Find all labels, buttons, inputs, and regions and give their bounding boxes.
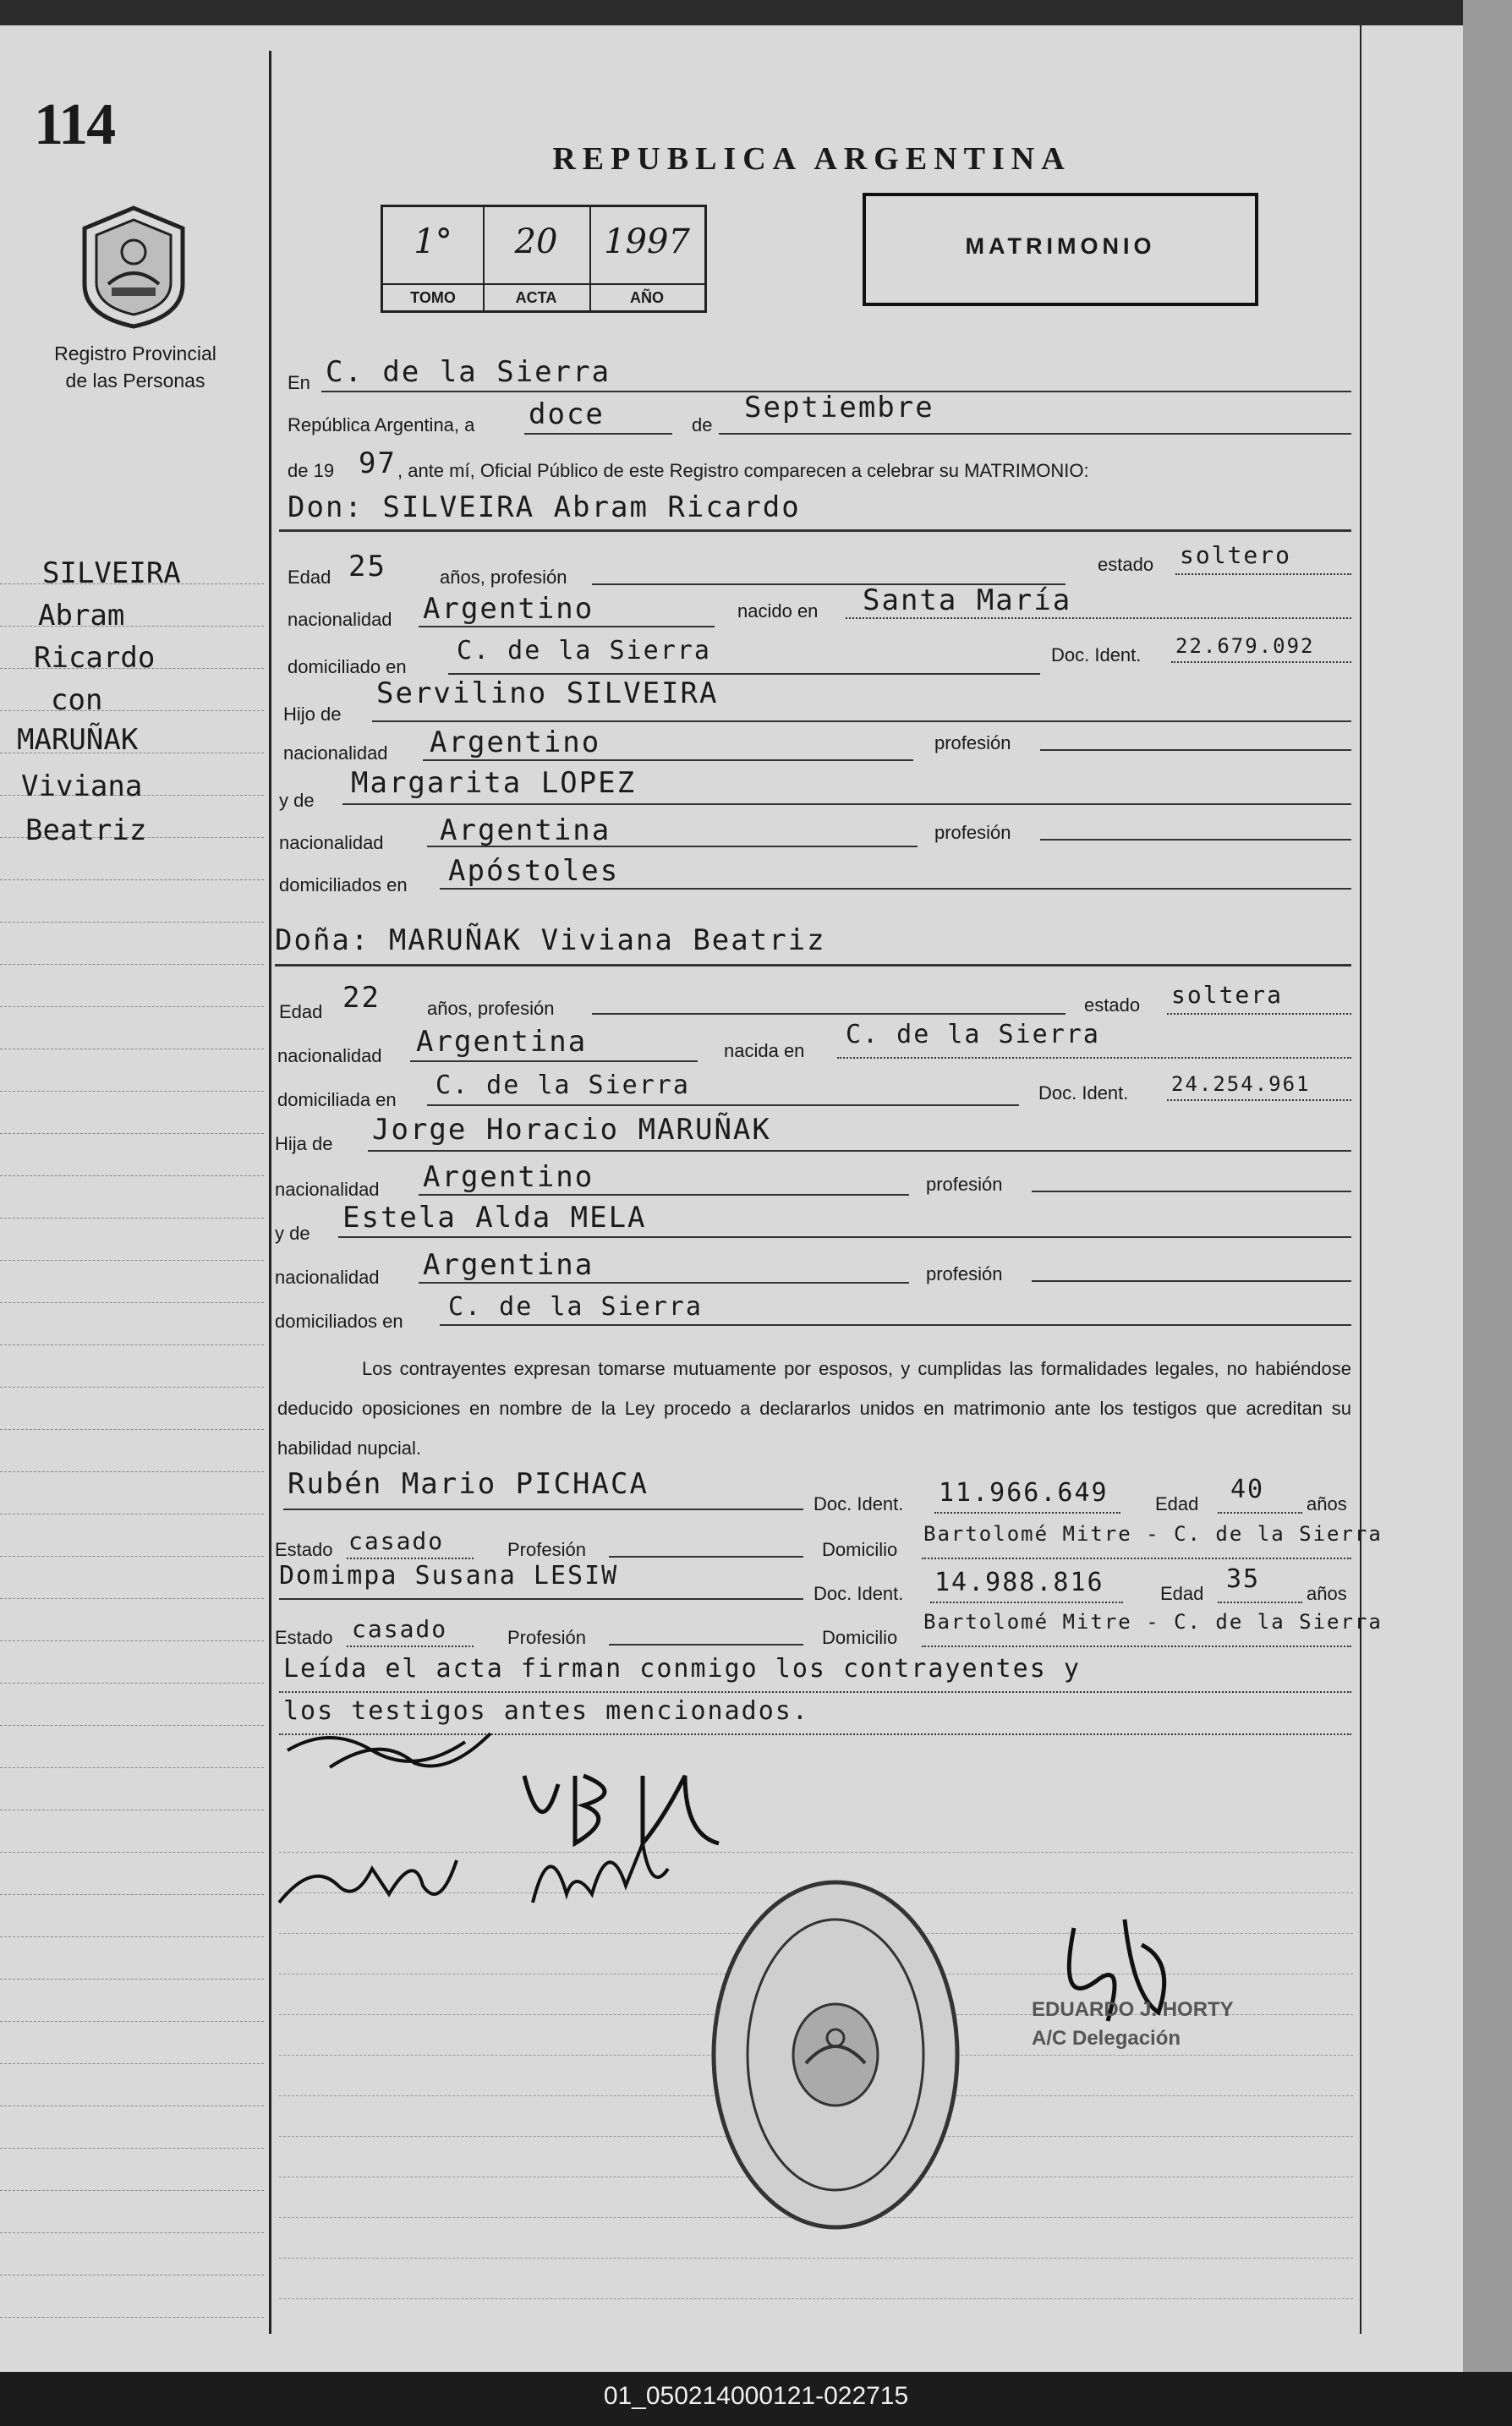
groom-padre-nac: Argentino xyxy=(430,726,601,759)
nacionalidad-line xyxy=(410,1060,698,1062)
witness-name: Domimpa Susana LESIW xyxy=(279,1561,619,1591)
profesion-label: años, profesión xyxy=(440,567,567,588)
bride-nacida: C. de la Sierra xyxy=(846,1020,1100,1049)
groom-padres-domicilio: Apóstoles xyxy=(448,854,620,888)
domiciliados-label: domiciliados en xyxy=(279,874,408,895)
ano-value: 1997 xyxy=(604,222,690,261)
witness-doc-line xyxy=(934,1512,1120,1514)
nacido-label: nacido en xyxy=(737,600,819,622)
bride-domicilio: C. de la Sierra xyxy=(436,1071,690,1100)
day-value: doce xyxy=(529,397,605,431)
official-stamp xyxy=(1032,1996,1234,2053)
padre-line xyxy=(372,720,1351,722)
estado-label: estado xyxy=(1098,554,1154,575)
witness-edad-line xyxy=(1218,1512,1302,1514)
madre-prof-line xyxy=(1040,839,1351,841)
madre-nac-label: nacionalidad xyxy=(279,832,384,853)
profesion-line xyxy=(592,1013,1066,1015)
registry-label-line2: de las Personas xyxy=(65,370,205,392)
closing-note-line: Leída el acta firman conmigo los contrayentes y xyxy=(283,1654,1081,1684)
margin-rule xyxy=(269,51,271,2334)
footer-code: 01_050214000121-022715 xyxy=(603,2382,909,2410)
margin-rule-line xyxy=(0,2148,264,2149)
acta-value: 20 xyxy=(514,222,558,261)
doc-line xyxy=(1167,1099,1351,1101)
groom-name-line xyxy=(279,529,1351,532)
month-line xyxy=(719,433,1351,435)
witness-estado-label: Estado xyxy=(275,1539,333,1560)
padre-nac-line xyxy=(419,1194,909,1196)
bride-padre-nac: Argentino xyxy=(423,1160,594,1194)
margin-note-line: con xyxy=(51,683,103,717)
witness-estado-line xyxy=(347,1558,474,1559)
margin-rule-line xyxy=(0,2021,264,2022)
margin-rule-line xyxy=(0,1767,264,1768)
groom-padre: Servilino SILVEIRA xyxy=(376,676,719,710)
margin-rule-line xyxy=(0,1556,264,1557)
registry-label xyxy=(17,340,254,394)
madre-prof-label: profesión xyxy=(926,1263,1003,1284)
nacido-line xyxy=(846,617,1351,619)
right-rule xyxy=(1360,25,1361,2334)
margin-rule-line xyxy=(0,2190,264,2191)
groom-madre-nac: Argentina xyxy=(440,813,611,847)
hijo-label: Hijo de xyxy=(283,704,342,725)
witness-edad-label: Edad xyxy=(1155,1493,1199,1514)
tomo-value: 1° xyxy=(414,222,452,261)
ano-cell xyxy=(589,207,704,310)
witness-doc-label: Doc. Ident. xyxy=(814,1493,904,1514)
en-label: En xyxy=(288,372,310,393)
doc-label: Doc. Ident. xyxy=(1038,1082,1129,1103)
margin-note-line: Ricardo xyxy=(34,641,156,675)
de-label: de xyxy=(692,414,713,435)
margin-rule-line xyxy=(0,1260,264,1261)
registry-seal-icon xyxy=(709,1877,962,2232)
tomo-cell xyxy=(383,207,485,310)
yde-label: y de xyxy=(275,1223,310,1244)
witness-name-line xyxy=(279,1598,803,1600)
bride-estado: soltera xyxy=(1171,981,1284,1009)
groom-edad: 25 xyxy=(348,550,386,583)
padre-prof-label: profesión xyxy=(934,732,1011,753)
groom-madre: Margarita LOPEZ xyxy=(351,766,637,800)
bride-madre-nac: Argentina xyxy=(423,1248,594,1282)
nacionalidad-label: nacionalidad xyxy=(277,1045,382,1066)
witness-name-line xyxy=(283,1509,803,1510)
domicilio-label: domiciliada en xyxy=(277,1089,397,1110)
witness-domicilio-line xyxy=(922,1646,1351,1647)
witness-estado-line xyxy=(347,1646,474,1647)
body-rule-line xyxy=(279,2258,1353,2259)
doc-line xyxy=(1171,661,1351,663)
padre-prof-line xyxy=(1040,749,1351,751)
witness-doc-line xyxy=(930,1602,1123,1603)
domicilio-line xyxy=(448,673,1040,675)
margin-rule-line xyxy=(0,1387,264,1388)
signature-3-icon xyxy=(271,1826,474,1919)
witness-estado: casado xyxy=(352,1615,448,1643)
bride-doc: 24.254.961 xyxy=(1171,1072,1311,1096)
adjacent-page-edge xyxy=(1463,0,1512,2426)
witness-doc: 14.988.816 xyxy=(934,1568,1104,1597)
margin-rule-line xyxy=(0,1091,264,1092)
domiciliados-line xyxy=(440,1324,1351,1326)
folio-number: 114 xyxy=(34,92,115,157)
margin-rule-line xyxy=(0,964,264,965)
margin-rule-line xyxy=(0,1175,264,1176)
madre-line xyxy=(338,1236,1351,1238)
witness-doc-label: Doc. Ident. xyxy=(814,1583,904,1604)
madre-nac-line xyxy=(419,1282,909,1284)
margin-rule-line xyxy=(0,710,264,711)
doc-label: Doc. Ident. xyxy=(1051,644,1142,665)
groom-domicilio: C. de la Sierra xyxy=(457,636,711,665)
witness-anos-label: años xyxy=(1307,1493,1347,1514)
profesion-label: años, profesión xyxy=(427,998,555,1019)
margin-rule-line xyxy=(0,1936,264,1937)
nacionalidad-line xyxy=(419,626,715,627)
yde-label: y de xyxy=(279,790,315,811)
book-reference-box xyxy=(381,205,707,313)
margin-rule-line xyxy=(0,2232,264,2233)
witness-name: Rubén Mario PICHACA xyxy=(288,1467,649,1501)
witness-anos-label: años xyxy=(1307,1583,1347,1604)
day-line xyxy=(524,433,672,435)
padre-prof-label: profesión xyxy=(926,1174,1003,1195)
witness-estado-label: Estado xyxy=(275,1627,333,1648)
bride-padre: Jorge Horacio MARUÑAK xyxy=(372,1113,771,1147)
domiciliados-label: domiciliados en xyxy=(275,1311,403,1332)
padre-nac-label: nacionalidad xyxy=(275,1179,380,1200)
witness-profesion-line xyxy=(609,1556,803,1558)
registry-label-line1: Registro Provincial xyxy=(54,342,216,364)
bride-nacionalidad: Argentina xyxy=(416,1025,588,1059)
witness-domicilio-label: Domicilio xyxy=(822,1627,898,1648)
groom-estado: soltero xyxy=(1180,541,1292,569)
margin-note-line: Abram xyxy=(38,599,125,633)
footer-bar xyxy=(0,2372,1512,2426)
estado-label: estado xyxy=(1084,994,1141,1016)
estado-line xyxy=(1175,573,1351,575)
groom-nacionalidad: Argentino xyxy=(423,592,594,626)
margin-rule-line xyxy=(0,1471,264,1472)
margin-rule-line xyxy=(0,1852,264,1853)
republica-label: República Argentina, a xyxy=(288,414,475,435)
margin-rule-line xyxy=(0,879,264,880)
witness-domicilio: Bartolomé Mitre - C. de la Sierra xyxy=(923,1522,1383,1546)
ano-label: AÑO xyxy=(589,283,704,310)
margin-note-line: Beatriz xyxy=(25,813,147,847)
record-type-label: MATRIMONIO xyxy=(965,233,1156,259)
witness-profesion-label: Profesión xyxy=(507,1539,586,1560)
padre-line xyxy=(368,1150,1351,1152)
margin-rule-line xyxy=(0,1725,264,1726)
closing-note-line: los testigos antes mencionados. xyxy=(283,1696,809,1726)
tomo-label: TOMO xyxy=(383,283,483,310)
margin-rule-line xyxy=(0,1979,264,1980)
padre-nac-line xyxy=(423,759,913,761)
madre-line xyxy=(342,803,1351,805)
witness-domicilio: Bartolomé Mitre - C. de la Sierra xyxy=(923,1610,1383,1634)
nacida-label: nacida en xyxy=(724,1040,805,1061)
margin-rule-line xyxy=(0,1894,264,1895)
signature-1-icon xyxy=(279,1717,507,1784)
groom-doc: 22.679.092 xyxy=(1175,634,1315,658)
declaration-paragraph: Los contrayentes expresan tomarse mutuamente por esposos, y cumplidas las formalidades legales, no habiéndose deducido oposiciones en nombre de la Ley procedo a declararlos unidos en matrimonio ante los testigos que acreditan su habilidad nupcial. xyxy=(277,1358,1351,1459)
provincial-seal-icon xyxy=(74,203,193,330)
domicilio-line xyxy=(427,1104,1019,1106)
margin-rule-line xyxy=(0,1598,264,1599)
padre-prof-line xyxy=(1032,1191,1351,1192)
hija-label: Hija de xyxy=(275,1133,333,1154)
body-rule-line xyxy=(279,2298,1353,2299)
margin-rule-line xyxy=(0,1133,264,1134)
year-value: 97 xyxy=(359,446,397,480)
margin-rule-line xyxy=(0,1006,264,1007)
witness-domicilio-line xyxy=(922,1558,1351,1559)
bride-name: Doña: MARUÑAK Viviana Beatriz xyxy=(275,923,826,957)
estado-line xyxy=(1167,1013,1351,1015)
domicilio-label: domiciliado en xyxy=(288,656,407,677)
madre-nac-label: nacionalidad xyxy=(275,1267,380,1288)
witness-edad: 40 xyxy=(1230,1475,1265,1504)
acta-label: ACTA xyxy=(483,283,589,310)
groom-name: Don: SILVEIRA Abram Ricardo xyxy=(288,490,801,524)
month-value: Septiembre xyxy=(744,391,934,424)
edad-label: Edad xyxy=(288,567,331,588)
madre-nac-line xyxy=(427,846,918,847)
margin-rule-line xyxy=(0,1640,264,1641)
groom-nacido: Santa María xyxy=(863,583,1072,617)
year-prefix: de 19 xyxy=(288,460,335,481)
margin-rule-line xyxy=(0,1344,264,1345)
intro-text: , ante mí, Oficial Público de este Registro comparecen a celebrar su MATRIMONIO: xyxy=(397,460,1089,481)
bride-edad: 22 xyxy=(342,981,381,1015)
closing-note-rule xyxy=(279,1691,1351,1693)
witness-estado: casado xyxy=(348,1527,445,1555)
witness-profesion-line xyxy=(609,1644,803,1646)
margin-note-line: MARUÑAK xyxy=(17,723,139,757)
country-title: REPUBLICA ARGENTINA xyxy=(552,141,1071,177)
witness-edad-label: Edad xyxy=(1160,1583,1204,1604)
bride-madre: Estela Alda MELA xyxy=(342,1201,647,1235)
madre-prof-line xyxy=(1032,1280,1351,1282)
en-value: C. de la Sierra xyxy=(326,355,611,389)
edad-label: Edad xyxy=(279,1001,323,1022)
bride-name-line xyxy=(275,964,1351,967)
margin-rule-line xyxy=(0,1429,264,1430)
margin-rule-line xyxy=(0,2063,264,2064)
madre-prof-label: profesión xyxy=(934,822,1011,843)
margin-rule-line xyxy=(0,2317,264,2318)
margin-rule-line xyxy=(0,922,264,923)
domiciliados-line xyxy=(440,888,1351,890)
margin-note-line: SILVEIRA xyxy=(42,556,181,590)
witness-doc: 11.966.649 xyxy=(939,1478,1109,1508)
witness-profesion-label: Profesión xyxy=(507,1627,586,1648)
record-type-box xyxy=(863,193,1258,306)
signature-4-icon xyxy=(524,1818,677,1919)
official-stamp-name: EDUARDO J. HORTY xyxy=(1032,1998,1234,2021)
bride-padres-domicilio: C. de la Sierra xyxy=(448,1292,703,1322)
margin-note-line: Viviana xyxy=(21,769,143,803)
acta-cell xyxy=(483,207,591,310)
witness-domicilio-label: Domicilio xyxy=(822,1539,898,1560)
nacida-line xyxy=(837,1057,1351,1059)
witness-edad: 35 xyxy=(1226,1564,1261,1594)
margin-rule-line xyxy=(0,1302,264,1303)
nacionalidad-label: nacionalidad xyxy=(288,609,392,630)
padre-nac-label: nacionalidad xyxy=(283,742,388,764)
margin-rule-line xyxy=(0,1683,264,1684)
official-stamp-role: A/C Delegación xyxy=(1032,2027,1181,2050)
witness-edad-line xyxy=(1218,1602,1302,1603)
